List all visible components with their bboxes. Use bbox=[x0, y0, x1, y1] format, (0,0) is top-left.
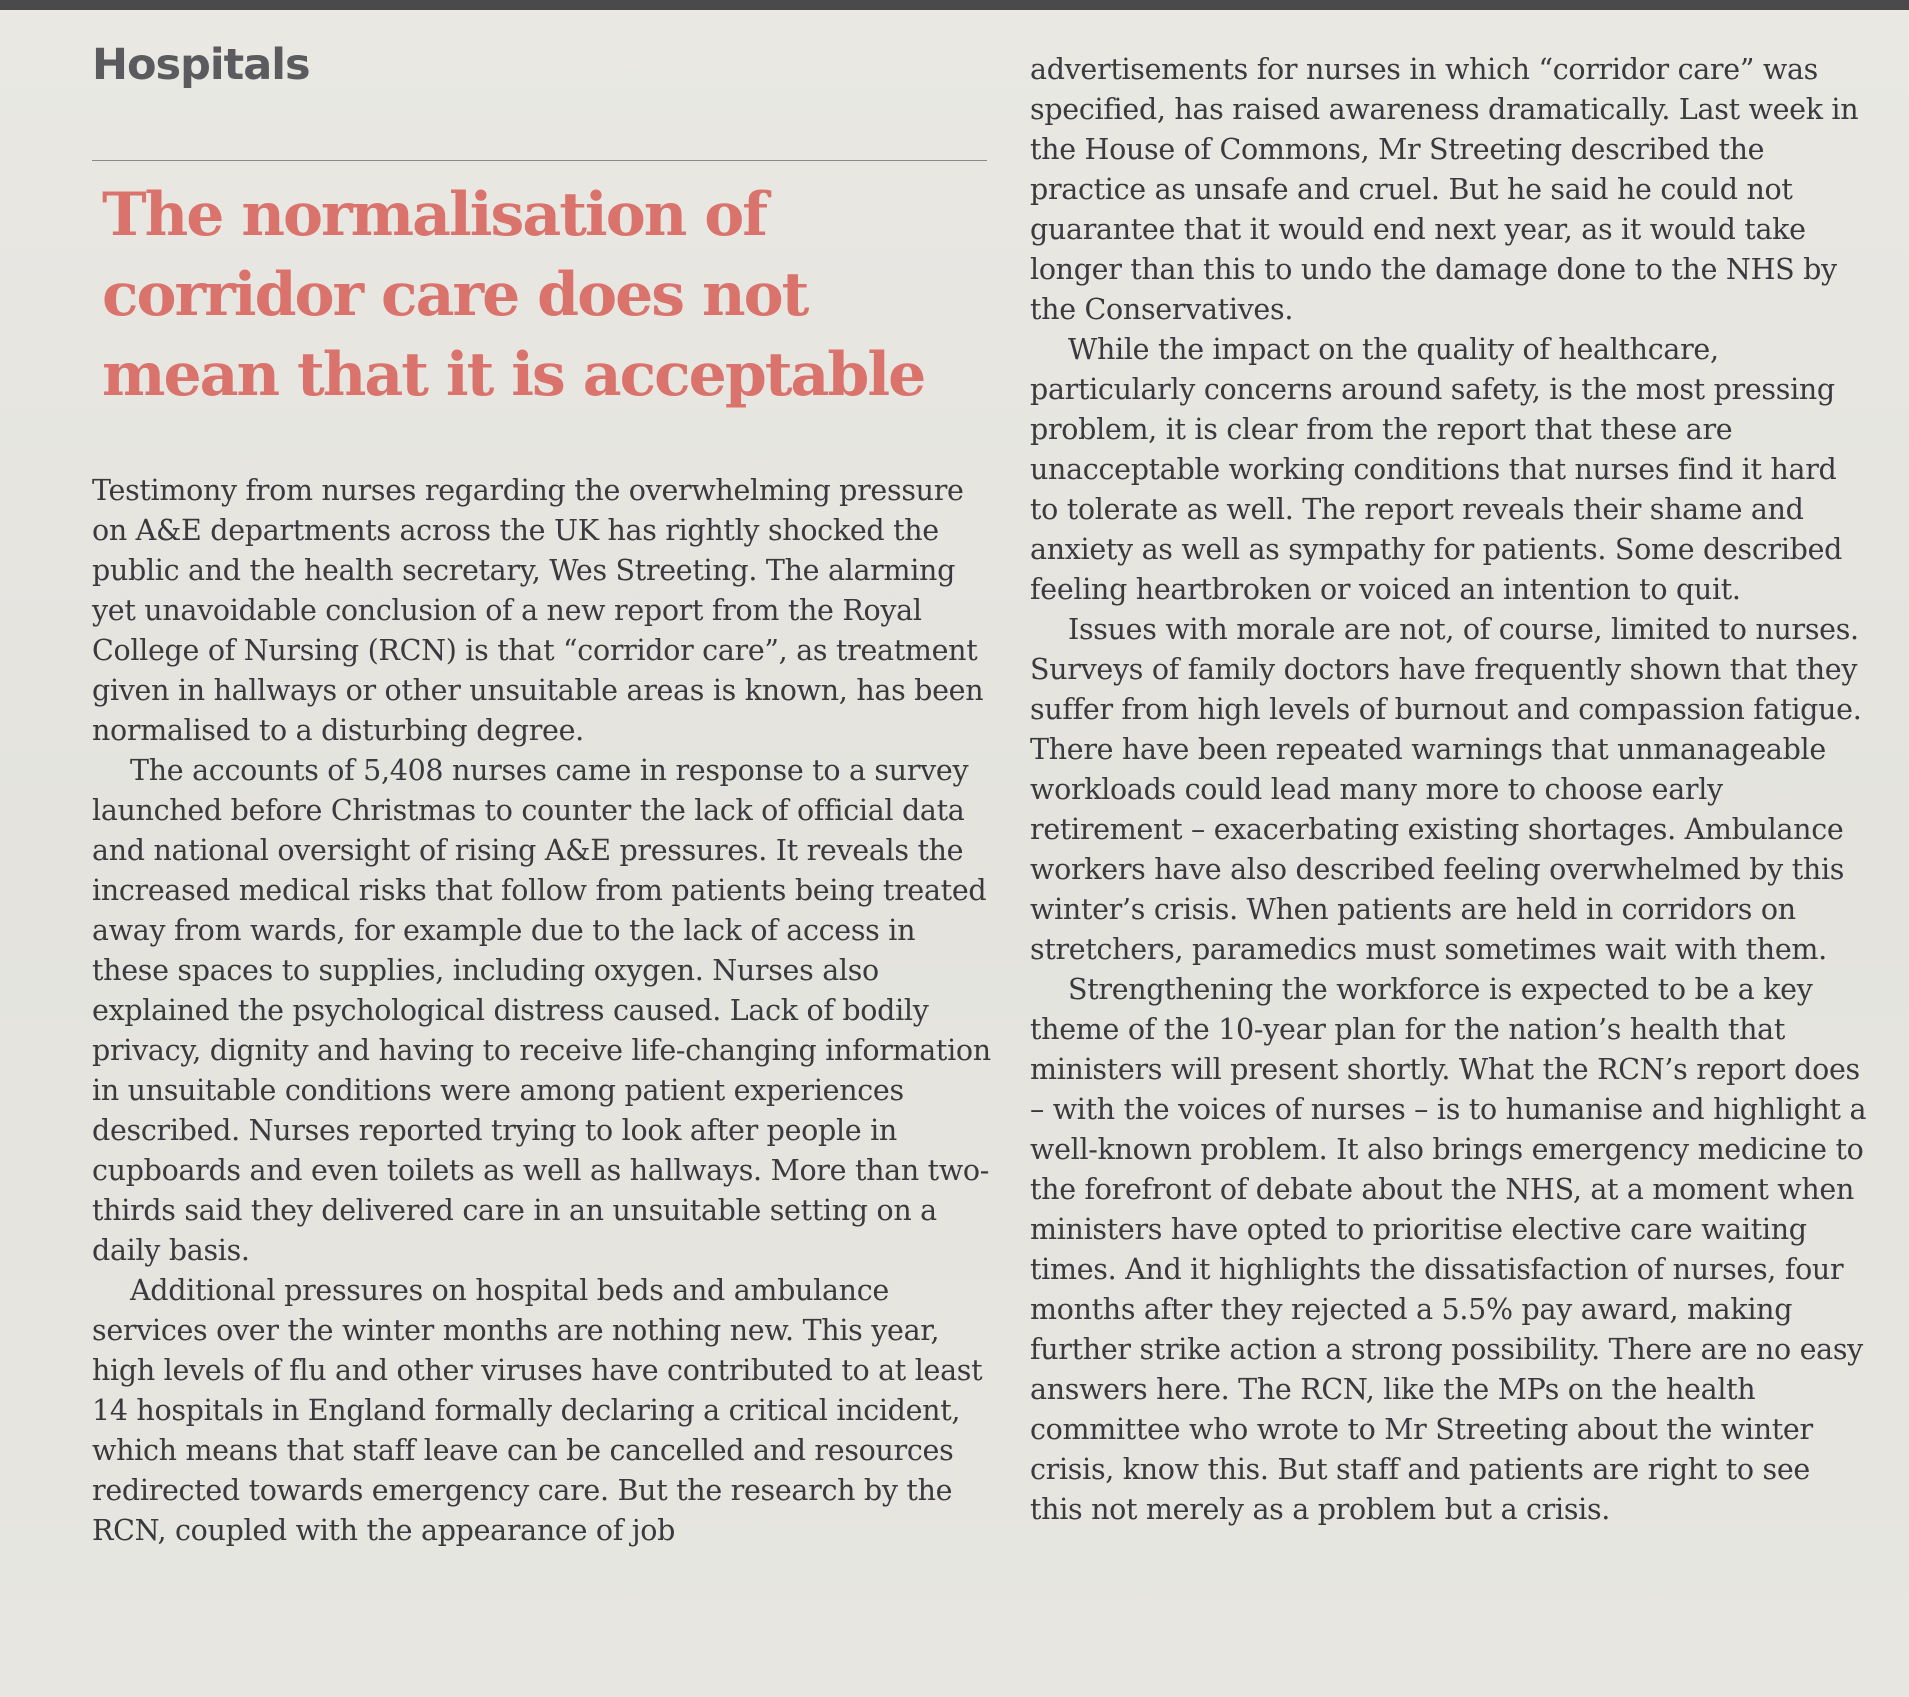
paragraph: advertisements for nurses in which “corridor care” was specified, has raised awareness dramatically. Last week in the House of Commons, Mr Streeting described the practice as unsafe and cruel. But he said he could not guarantee that it would end next year, as it would take longer than this to undo the damage done to the NHS by the Conservatives. bbox=[1030, 53, 1859, 326]
left-body bbox=[92, 471, 992, 1551]
top-border-bar bbox=[0, 0, 1909, 10]
paragraph: Testimony from nurses regarding the overwhelming pressure on A&E departments across the UK has rightly shocked the public and the health secretary, Wes Streeting. The alarming yet unavoidable conclusion of a new report from the Royal College of Nursing (RCN) is that “corridor care”, as treatment given in hallways or other unsuitable areas is known, has been normalised to a disturbing degree. bbox=[92, 474, 984, 747]
paragraph: Strengthening the workforce is expected to be a key theme of the 10-year plan for the nation’s health that ministers will present shortly. What the RCN’s report does – with the voices of nurses – is to humanise and highlight a well-known problem. It also brings emergency medicine to the forefront of debate about the NHS, at a moment when ministers have opted to prioritise elective care waiting times. And it highlights the dissatisfaction of nurses, four months after they rejected a 5.5% pay award, making further strike action a strong possibility. There are no easy answers here. The RCN, like the MPs on the health committee who wrote to Mr Streeting about the winter crisis, know this. But staff and patients are right to see this not merely as a problem but a crisis. bbox=[1030, 973, 1867, 1526]
paragraph: Additional pressures on hospital beds and ambulance services over the winter months are nothing new. This year, high levels of flu and other viruses have contributed to at least 14 hospitals in England formally declaring a critical incident, which means that staff leave can be cancelled and resources redirected towards emergency care. But the research by the RCN, coupled with the appearance of job bbox=[92, 1274, 983, 1547]
section-label: Hospitals bbox=[92, 40, 310, 90]
headline: The normalisation of corridor care does not mean that it is acceptable bbox=[102, 180, 925, 410]
paragraph: Issues with morale are not, of course, limited to nurses. Surveys of family doctors have frequently shown that they suffer from high levels of burnout and compassion fatigue. There have been repeated warnings that unmanageable workloads could lead many more to choose early retirement – exacerbating existing shortages. Ambulance workers have also described feeling overwhelmed by this winter’s crisis. When patients are held in corridors on stretchers, paramedics must sometimes wait with them. bbox=[1030, 613, 1862, 966]
right-body bbox=[1030, 50, 1870, 1530]
section-divider bbox=[92, 160, 987, 161]
left-column bbox=[92, 40, 992, 1551]
paragraph: While the impact on the quality of healthcare, particularly concerns around safety, is the most pressing problem, it is clear from the report that these are unacceptable working conditions that nurses find it hard to tolerate as well. The report reveals their shame and anxiety as well as sympathy for patients. Some described feeling heartbroken or voiced an intention to quit. bbox=[1030, 333, 1843, 606]
paragraph: The accounts of 5,408 nurses came in response to a survey launched before Christmas to counter the lack of official data and national oversight of rising A&E pressures. It reveals the increased medical risks that follow from patients being treated away from wards, for example due to the lack of access in these spaces to supplies, including oxygen. Nurses also explained the psychological distress caused. Lack of bodily privacy, dignity and having to receive life-changing information in unsuitable conditions were among patient experiences described. Nurses reported trying to look after people in cupboards and even toilets as well as hallways. More than two-thirds said they delivered care in an unsuitable setting on a daily basis. bbox=[92, 754, 991, 1267]
right-column bbox=[1030, 50, 1870, 1530]
newspaper-page bbox=[0, 10, 1909, 1697]
